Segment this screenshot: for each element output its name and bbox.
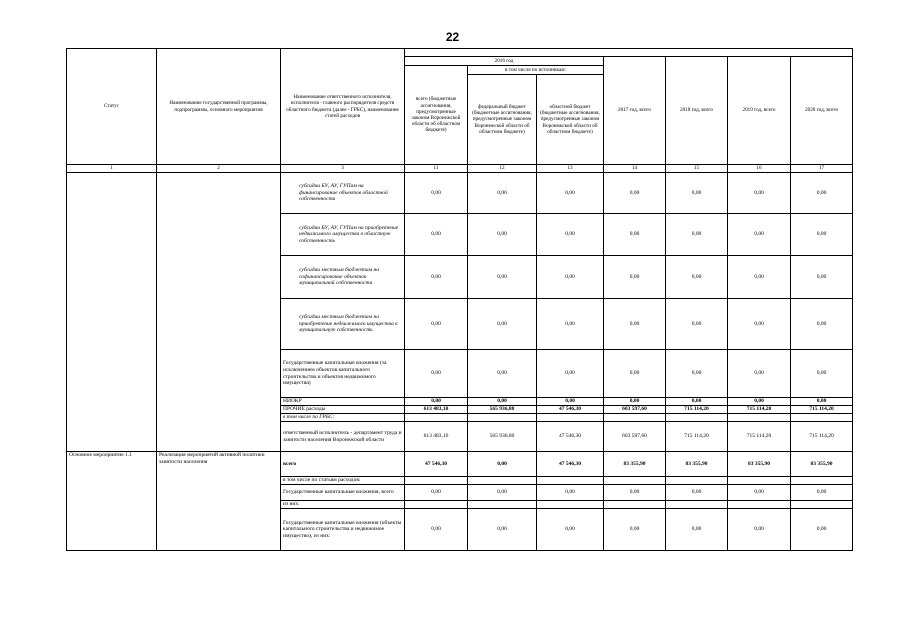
cell-value: 0,00 (666, 256, 728, 299)
event-name: Реализация мероприятий активной политики занятости населения (157, 452, 281, 551)
cell-value: 0,00 (604, 299, 666, 350)
row-label: всего (281, 452, 405, 477)
cell-value: 0,00 (537, 214, 604, 256)
cell-value: 0,00 (791, 256, 853, 299)
cell-value: 0,00 (537, 173, 604, 214)
cell-value: 83 355,90 (666, 452, 728, 477)
cell-value: 0,00 (468, 173, 537, 214)
cell-value: 0,00 (468, 398, 537, 406)
cell-value: 0,00 (405, 485, 468, 501)
cell-value: 0,00 (537, 398, 604, 406)
cell-value: 0,00 (791, 485, 853, 501)
cell-value: 0,00 (405, 350, 468, 398)
cell-value: 47 546,30 (537, 452, 604, 477)
header-total-2016: всего (бюджетные ассигнования, предусмотренные законом Воронежской области об областном бюджете) (405, 66, 468, 165)
col-number: 14 (604, 165, 666, 173)
cell-value: 715 114,20 (728, 422, 791, 452)
cell-value: 0,00 (468, 485, 537, 501)
header-2020: 2020 год, всего (791, 57, 853, 165)
cell-value: 0,00 (666, 485, 728, 501)
cell-value: 565 936,80 (468, 422, 537, 452)
header-2019: 2019 год, всего (728, 57, 791, 165)
cell-value: 0,00 (604, 485, 666, 501)
cell-value: 715 114,20 (791, 406, 853, 414)
cell-value: 0,00 (791, 350, 853, 398)
row-label: в том числе по ГРБС: (281, 414, 405, 422)
row-label: в том числе по статьям расходов: (281, 477, 405, 485)
cell-value: 0,00 (468, 256, 537, 299)
col-number: 2 (157, 165, 281, 173)
row-label: Государственные капитальные вложения (объекты капитального строительства и недвижимое имущество), из них: (281, 509, 405, 551)
cell-value: 0,00 (604, 173, 666, 214)
cell-value: 613 483,10 (405, 406, 468, 414)
col-number: 3 (281, 165, 405, 173)
cell-value: 0,00 (728, 509, 791, 551)
header-spacer (405, 49, 853, 57)
cell-value: 47 546,30 (537, 406, 604, 414)
cell-value: 0,00 (537, 485, 604, 501)
cell-value: 0,00 (468, 509, 537, 551)
cell-value: 0,00 (405, 173, 468, 214)
row-label: субсидии БУ, АУ, ГУПам на финансирование объектов областной собственности (281, 173, 405, 214)
cell-value: 565 936,80 (468, 406, 537, 414)
cell-value: 0,00 (728, 350, 791, 398)
header-program-name: Наименование государственной программы, подпрограммы, основного мероприятия (157, 49, 281, 165)
row-label: субсидии местным бюджетам на софинансирование объектов муниципальной собственности (281, 256, 405, 299)
cell-value: 83 355,90 (728, 452, 791, 477)
header-executor: Наименование ответственного исполнителя, исполнителя - главного распорядителя средств областного бюджета (далее - ГРБС), наименование статей расходов (281, 49, 405, 165)
col-number: 16 (728, 165, 791, 173)
cell-value: 83 355,90 (791, 452, 853, 477)
cell-value: 0,00 (405, 214, 468, 256)
cell-value: 0,00 (604, 398, 666, 406)
cell-value: 0,00 (604, 214, 666, 256)
column-number-row (67, 165, 853, 173)
cell-value: 0,00 (468, 299, 537, 350)
cell-value: 0,00 (537, 256, 604, 299)
col-number: 13 (537, 165, 604, 173)
header-federal: федеральный бюджет (бюджетные ассигнования, предусмотренные законом Воронежской области об областном бюджете) (468, 75, 537, 165)
row-label: НИОКР (281, 398, 405, 406)
cell-value: 0,00 (728, 173, 791, 214)
cell-value: 715 114,20 (666, 422, 728, 452)
cell-value: 0,00 (405, 398, 468, 406)
cell-value: 0,00 (468, 452, 537, 477)
cell-value: 0,00 (791, 299, 853, 350)
cell-value: 0,00 (604, 350, 666, 398)
cell-value: 715 114,20 (666, 406, 728, 414)
header-regional: областной бюджет (бюджетные ассигнования, предусмотренные законом Воронежской области об областном бюджете) (537, 75, 604, 165)
cell-value: 0,00 (537, 350, 604, 398)
cell-value: 0,00 (537, 299, 604, 350)
cell-value: 0,00 (405, 256, 468, 299)
col-number: 15 (666, 165, 728, 173)
cell-value: 613 483,10 (405, 422, 468, 452)
row-label: субсидии местным бюджетам на приобретение недвижимого имущества в муниципальную собственность (281, 299, 405, 350)
cell-value: 603 597,60 (604, 422, 666, 452)
header-2017: 2017 год, всего (604, 57, 666, 165)
cell-value: 0,00 (537, 509, 604, 551)
cell-value: 715 114,20 (791, 422, 853, 452)
cell-value: 0,00 (791, 214, 853, 256)
cell-value: 0,00 (405, 299, 468, 350)
header-year-2016: 2016 год (405, 57, 604, 66)
event-status: Основное мероприятие 1.1 (67, 452, 157, 551)
cell-value: 0,00 (728, 256, 791, 299)
cell-value: 0,00 (604, 509, 666, 551)
cell-value: 0,00 (666, 173, 728, 214)
cell-value: 0,00 (468, 214, 537, 256)
row-label: Государственные капитальные вложения (за исключением объектов капитального строительства и объектов недвижимого имущества) (281, 350, 405, 398)
cell-value: 0,00 (604, 256, 666, 299)
cell-value: 0,00 (666, 350, 728, 398)
cell-value: 0,00 (791, 173, 853, 214)
header-2018: 2018 год, всего (666, 57, 728, 165)
header-by-sources: в том числе по источникам: (468, 66, 604, 75)
cell-value: 0,00 (666, 509, 728, 551)
budget-table (66, 48, 853, 551)
cell-value: 47 546,30 (537, 422, 604, 452)
cell-value: 0,00 (791, 509, 853, 551)
table-row (67, 452, 853, 477)
row-label: ответственный исполнитель - департамент труда и занятости населения Воронежской области (281, 422, 405, 452)
status-cell-empty (67, 173, 157, 452)
cell-value: 0,00 (666, 299, 728, 350)
page-number: 22 (445, 30, 460, 44)
cell-value: 0,00 (728, 299, 791, 350)
header-status: Статус (67, 49, 157, 165)
col-number: 12 (468, 165, 537, 173)
cell-value: 0,00 (666, 398, 728, 406)
cell-value: 0,00 (728, 214, 791, 256)
cell-value: 0,00 (791, 398, 853, 406)
row-label: ПРОЧИЕ расходы (281, 406, 405, 414)
cell-value: 83 355,90 (604, 452, 666, 477)
col-number: 17 (791, 165, 853, 173)
cell-value: 603 597,60 (604, 406, 666, 414)
cell-value: 47 546,30 (405, 452, 468, 477)
cell-value: 0,00 (728, 398, 791, 406)
row-label: Государственные капитальные вложения, всего (281, 485, 405, 501)
cell-value: 0,00 (728, 485, 791, 501)
cell-value: 0,00 (405, 509, 468, 551)
cell-value: 715 114,20 (728, 406, 791, 414)
row-label: субсидии БУ, АУ, ГУПам на приобретение недвижимого имущества в областную собственность (281, 214, 405, 256)
row-label: из них: (281, 501, 405, 509)
cell-value: 0,00 (468, 350, 537, 398)
program-cell-empty (157, 173, 281, 452)
table-row (67, 173, 853, 214)
cell-value: 0,00 (666, 214, 728, 256)
col-number: 1 (67, 165, 157, 173)
col-number: 11 (405, 165, 468, 173)
